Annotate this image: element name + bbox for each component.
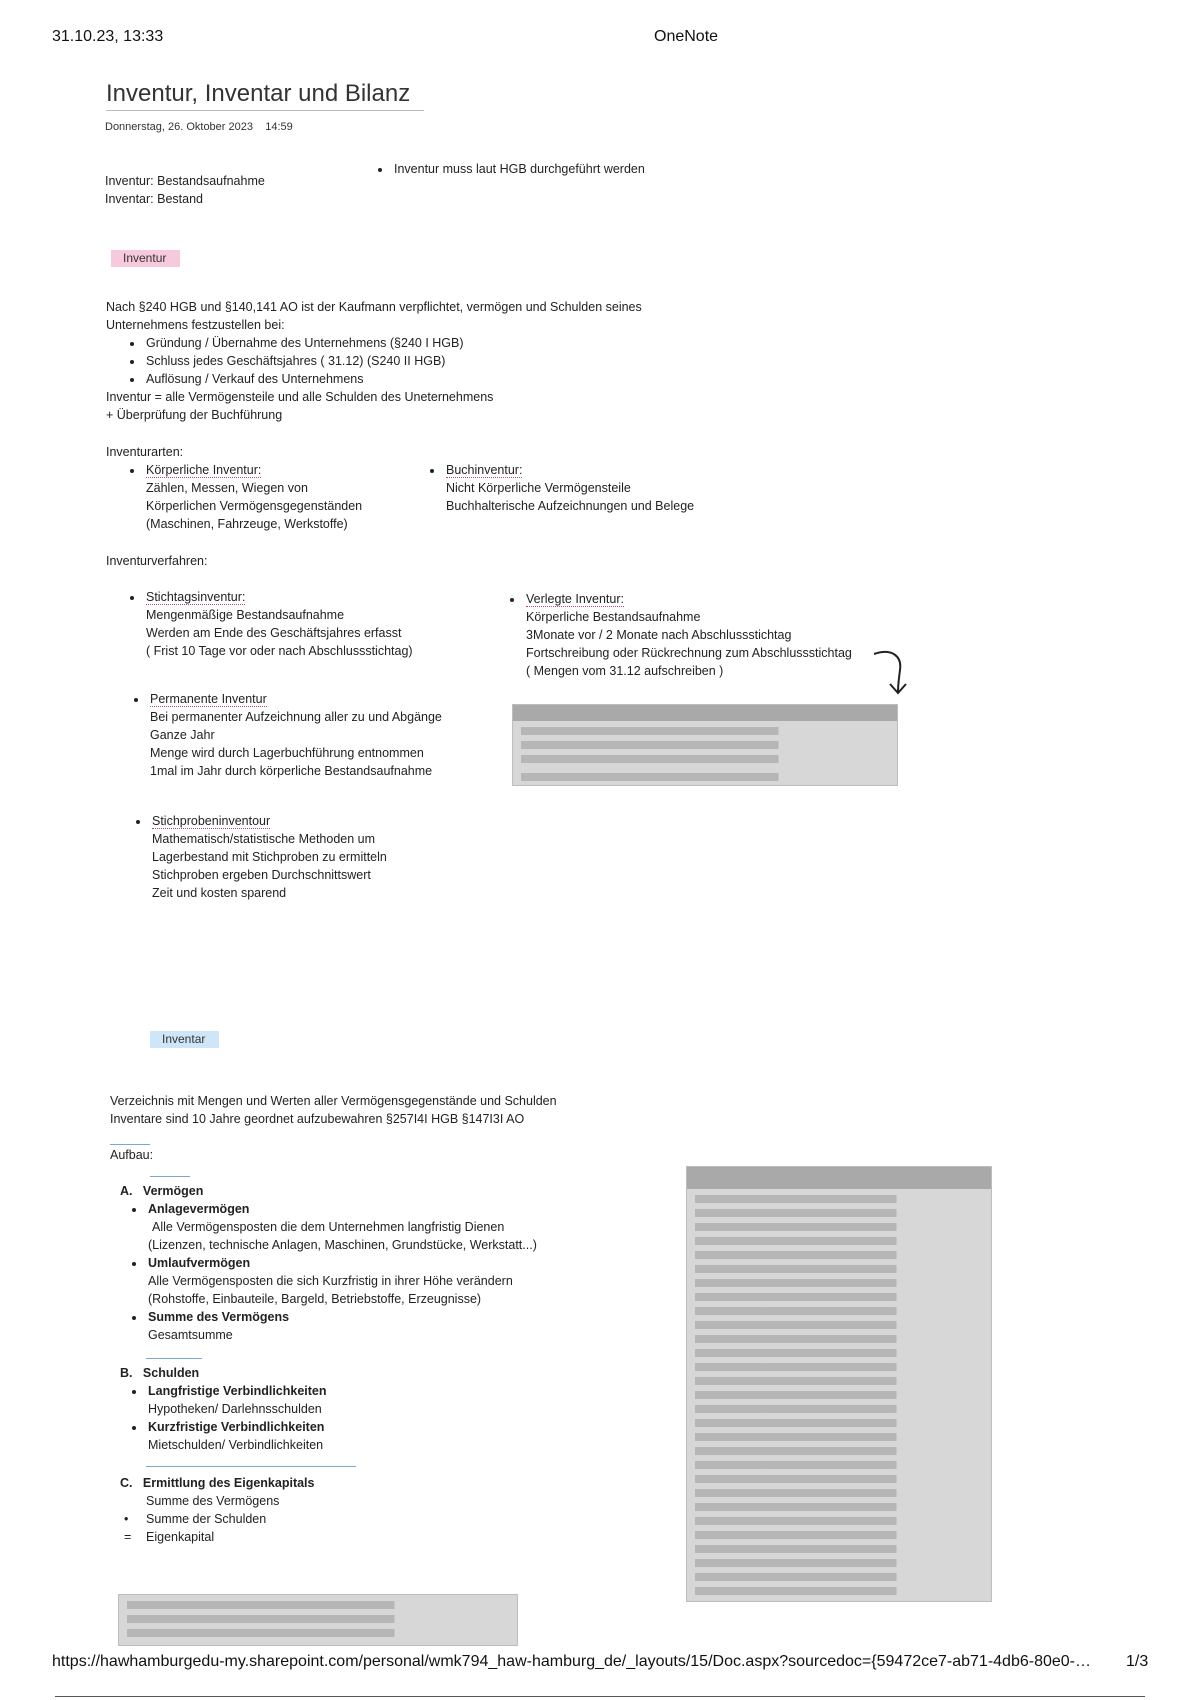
umlauf-line-2: (Rohstoffe, Einbauteile, Bargeld, Betriebstoffe, Erzeugnisse): [148, 1292, 482, 1306]
umlaufvermoegen-title: Umlaufvermögen: [148, 1256, 251, 1270]
permanent-line-4: 1mal im Jahr durch körperliche Bestandsaufnahme: [150, 764, 433, 778]
inventur-check: + Überprüfung der Buchführung: [106, 408, 283, 422]
langfristig-line: Hypotheken/ Darlehnsschulden: [148, 1402, 322, 1416]
intro-bullet-block: [372, 160, 645, 178]
summe-vermoegen-title: Summe des Vermögens: [148, 1310, 290, 1324]
stichprobe-line-1: Mathematisch/statistische Methoden um: [152, 832, 376, 846]
page-date-text: Donnerstag, 26. Oktober 2023: [105, 121, 253, 133]
footer-divider: [55, 1696, 1145, 1697]
vermoegen-underline: [150, 1176, 190, 1177]
c-line-3: Eigenkapital: [146, 1530, 215, 1544]
verlegte-inventur-title: Verlegte Inventur:: [526, 592, 624, 606]
inventar-description: [110, 1092, 730, 1128]
aufbau-section-c: [120, 1474, 680, 1546]
buchinventur-line-1: Nicht Körperliche Vermögensteile: [446, 481, 631, 495]
inventur-para-line-2: Unternehmens festzustellen bei:: [106, 318, 285, 332]
c-line-1: Summe des Vermögens: [146, 1494, 280, 1508]
eigenkapital-underline: [146, 1466, 356, 1467]
footer-page-number: 1/3: [1126, 1653, 1149, 1670]
section-c-title: Ermittlung des Eigenkapitals: [142, 1476, 315, 1490]
stichtag-line-2: Werden am Ende des Geschäftsjahres erfasst: [146, 626, 402, 640]
page-time-text: 14:59: [265, 121, 293, 133]
koerperliche-inventur-title: Körperliche Inventur:: [146, 463, 262, 477]
inventar-sheet-photo: [686, 1166, 992, 1602]
section-b-label: B.: [120, 1366, 133, 1380]
section-c-label: C.: [120, 1476, 133, 1490]
permanente-inventur-block: [106, 690, 506, 780]
inventurverfahren-label: Inventurverfahren:: [106, 554, 208, 568]
section-b-title: Schulden: [142, 1366, 200, 1380]
stichprobe-line-2: Lagerbestand mit Stichproben zu ermitteln: [152, 850, 387, 864]
inventurarten-label: Inventurarten:: [106, 445, 184, 459]
stichtag-line-3: ( Frist 10 Tage vor oder nach Abschlussstichtag): [146, 644, 413, 658]
schulden-underline: [146, 1358, 202, 1359]
permanent-line-1: Bei permanenter Aufzeichnung aller zu und Abgänge: [150, 710, 442, 724]
page-title: Inventur, Inventar und Bilanz: [106, 80, 424, 111]
stichprobe-line-3: Stichproben ergeben Durchschnittswert: [152, 868, 371, 882]
inventar-line-2: Inventare sind 10 Jahre geordnet aufzubewahren §257I4I HGB §147I3I AO: [110, 1112, 525, 1126]
curved-arrow-icon: [872, 648, 912, 696]
permanente-inventur-title: Permanente Inventur: [150, 692, 267, 706]
koerperliche-inventur-block: [106, 461, 406, 533]
c-equals-sign: =: [124, 1530, 132, 1544]
wertfortschreibung-photo: [512, 704, 898, 786]
intro-bullet: • Inventur muss laut HGB durchgeführt werden: [392, 160, 645, 178]
koerperliche-line-3: (Maschinen, Fahrzeuge, Werkstoffe): [146, 517, 348, 531]
section-a-heading: [120, 1182, 680, 1200]
kurzfristig-line: Mietschulden/ Verbindlichkeiten: [148, 1438, 324, 1452]
stichprobeninventur-title: Stichprobeninventour: [152, 814, 271, 828]
inventar-tag: Inventar: [150, 1031, 219, 1048]
inventur-bullet-3: • Auflösung / Verkauf des Unternehmens: [144, 370, 826, 388]
inventur-bullet-1: • Gründung / Übernahme des Unternehmens (§240 I HGB): [144, 334, 826, 352]
verlegt-line-1: Körperliche Bestandsaufnahme: [526, 610, 701, 624]
footer-url: https://hawhamburgedu-my.sharepoint.com/personal/wmk794_haw-hamburg_de/_layouts/15/Doc.aspx?sourcedoc={59472ce7-ab71-4db6-80e0-…: [52, 1653, 1091, 1670]
permanent-line-3: Menge wird durch Lagerbuchführung entnommen: [150, 746, 424, 760]
inventur-para-line-1: Nach §240 HGB und §140,141 AO ist der Kaufmann verpflichtet, vermögen und Schulden seines: [106, 300, 642, 314]
koerperliche-line-2: Körperlichen Vermögensgegenständen: [146, 499, 363, 513]
eigenkapital-photo: [118, 1594, 518, 1646]
stichtagsinventur-title: Stichtagsinventur:: [146, 590, 246, 604]
inventur-definition: Inventur = alle Vermögensteile und alle Schulden des Uneternehmens: [106, 390, 494, 404]
page-date: [105, 121, 293, 133]
anlage-line-1: Alle Vermögensposten die dem Unternehmen langfristig Dienen: [152, 1220, 505, 1234]
inventar-line-1: Verzeichnis mit Mengen und Werten aller Vermögensgegenstände und Schulden: [110, 1094, 557, 1108]
stichprobeninventur-block: [106, 812, 506, 902]
permanent-line-2: Ganze Jahr: [150, 728, 215, 742]
summe-line: Gesamtsumme: [148, 1328, 233, 1342]
verlegt-line-3: Fortschreibung oder Rückrechnung zum Abschlussstichtag: [526, 646, 852, 660]
koerperliche-line-1: Zählen, Messen, Wiegen von: [146, 481, 308, 495]
section-a-title: Vermögen: [142, 1184, 204, 1198]
intro-line-inventur: Inventur: Bestandsaufnahme: [105, 174, 265, 188]
aufbau-underline: [110, 1144, 150, 1145]
langfristig-title: Langfristige Verbindlichkeiten: [148, 1384, 327, 1398]
aufbau-label: Aufbau:: [110, 1148, 154, 1162]
umlauf-line-1: Alle Vermögensposten die sich Kurzfristig in ihrer Höhe verändern: [148, 1274, 513, 1288]
anlagevermoegen-title: Anlagevermögen: [148, 1202, 250, 1216]
inventur-paragraph: [106, 298, 826, 424]
section-c-lines: [120, 1492, 680, 1546]
inventur-tag: Inventur: [111, 250, 180, 267]
section-a-label: A.: [120, 1184, 133, 1198]
inventur-bullet-2: • Schluss jedes Geschäftsjahres ( 31.12) (S240 II HGB): [144, 352, 826, 370]
intro-block: [105, 172, 265, 208]
intro-line-inventar: Inventar: Bestand: [105, 192, 203, 206]
kurzfristig-title: Kurzfristige Verbindlichkeiten: [148, 1420, 325, 1434]
buchinventur-title: Buchinventur:: [446, 463, 523, 477]
verlegte-inventur-block: [504, 590, 904, 680]
aufbau-section-a: [120, 1182, 680, 1344]
stichtag-line-1: Mengenmäßige Bestandsaufnahme: [146, 608, 345, 622]
section-c-heading: [120, 1474, 680, 1492]
print-datetime: 31.10.23, 13:33: [52, 28, 164, 45]
buchinventur-line-2: Buchhalterische Aufzeichnungen und Belege: [446, 499, 695, 513]
stichtagsinventur-block: [106, 588, 466, 660]
stichprobe-line-4: Zeit und kosten sparend: [152, 886, 287, 900]
verlegt-line-2: 3Monate vor / 2 Monate nach Abschlussstichtag: [526, 628, 792, 642]
c-line-3-row: [124, 1528, 680, 1546]
verlegt-line-4: ( Mengen vom 31.12 aufschreiben ): [526, 664, 724, 678]
section-b-heading: [120, 1364, 680, 1382]
c-line-2-row: • Summe der Schulden: [124, 1512, 267, 1526]
anlage-line-2: (Lizenzen, technische Anlagen, Maschinen, Grundstücke, Werkstatt...): [148, 1238, 537, 1252]
aufbau-section-b: [120, 1364, 680, 1454]
c-line-2: Summe der Schulden: [146, 1512, 267, 1526]
buchinventur-block: [424, 461, 764, 515]
print-app-name: OneNote: [654, 28, 719, 45]
